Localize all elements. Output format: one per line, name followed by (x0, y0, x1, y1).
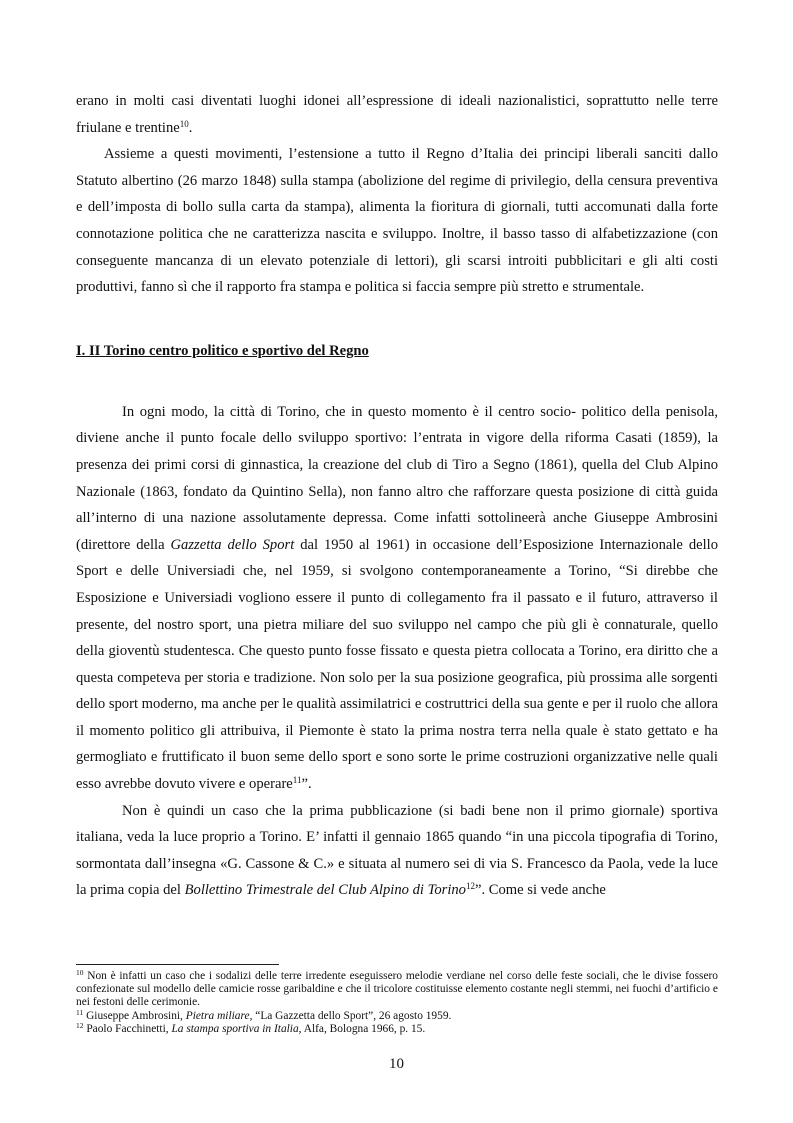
footnote-number: 10 (76, 968, 84, 977)
footnote-text: , Alfa, Bologna 1966, p. 15. (298, 1022, 426, 1035)
footnote-italic: La stampa sportiva in Italia (171, 1022, 299, 1035)
paragraph-4 (76, 798, 718, 904)
footnote-number: 11 (76, 1007, 84, 1017)
paragraph-text: In ogni modo, la città di Torino, che in questo momento è il centro socio- politico della penisola, diviene anche il punto focale dello sviluppo sportivo: l’entrata in vigore della riforma Casati (1859), la presenza dei primi corsi di ginnastica, la creazione del club di Tiro a Segno (1861), quella del Club Alpino Nazionale (1863, fondato da Quintino Sella), non fanno altro che rafforzare questa posizione di città guida all’interno di una nazione assolutamente depressa. Come infatti sottolineerà anche Giuseppe Ambrosini (direttore della (76, 403, 718, 553)
footnote-ref-12[interactable]: 12 (465, 881, 475, 892)
footnote-12 (76, 1020, 718, 1036)
footnote-text: Non è infatti un caso che i sodalizi delle terre irredente eseguissero melodie verdiane nel corso delle feste sociali, che le divise fossero confezionate sul modello delle camicie rosse garibaldine e che il tricolore costituisse elemento costante negli stemmi, nei fuochi d’artificio e nei festoni delle cerimonie. (76, 970, 718, 1009)
paragraph-text: ”. (301, 776, 312, 793)
footnote-separator (76, 964, 279, 965)
page-number: 10 (389, 1056, 404, 1072)
footnote-10 (76, 970, 718, 1010)
paragraph-3 (76, 399, 718, 798)
footnote-ref-10[interactable]: 10 (179, 118, 189, 129)
paragraph-text: ”. Come si vede anche (474, 882, 606, 899)
paragraph-1 (76, 88, 718, 141)
footnote-italic: Pietra miliare (185, 1009, 250, 1022)
footnote-text: Giuseppe Ambrosini, (83, 1009, 186, 1022)
document-body (76, 88, 718, 904)
footnote-number: 12 (76, 1020, 84, 1030)
spacer (76, 361, 718, 399)
footnote-text: Paolo Facchinetti, (83, 1022, 172, 1035)
footnote-ref-11[interactable]: 11 (292, 775, 302, 786)
footnote-text: , “La Gazzetta dello Sport”, 26 agosto 1959. (249, 1009, 452, 1022)
paragraph-text: erano in molti casi diventati luoghi idonei all’espressione di ideali nazionalistici, soprattutto nelle terre friulane e trentine (76, 93, 718, 136)
paragraph-text: Non è quindi un caso che la prima pubblicazione (si badi bene non il primo giornale) sportiva italiana, veda la luce proprio a Torino. E’ infatti il gennaio 1865 quando “in una piccola tipografia di Torino, sormontata dall’insegna «G. Cassone & C.» e situata al numero sei di via S. Francesco da Paola, vede la luce la prima copia del (76, 802, 718, 899)
section-heading: I. II Torino centro politico e sportivo del Regno (76, 342, 369, 359)
paragraph-2: Assieme a questi movimenti, l’estensione a tutto il Regno d’Italia dei principi liberali sanciti dallo Statuto albertino (26 marzo 1848) sulla stampa (abolizione del regime di privilegio, della censura preventiva e dell’imposta di bollo sulla carta da stampa), alimenta la fioritura di giornali, tutti accomunati dalla forte connotazione politica che ne caratterizza nascita e sviluppo. Inoltre, il basso tasso di alfabetizzazione (con conseguente mancanza di un elevato potenziale di lettori), gli scarsi introiti pubblicitari e gli alti costi produttivi, fanno sì che il rapporto fra stampa e politica si faccia sempre più stretto e strumentale. (76, 146, 718, 296)
paragraph-text: dal 1950 al 1961) in occasione dell’Esposizione Internazionale dello Sport e delle Universiadi che, nel 1959, si svolgono contemporaneamente a Torino, “Si direbbe che Esposizione e Universiadi vogliono essere il punto di collegamento fra il passato e il futuro, attraverso il presente, del nostro sport, una pietra miliare del suo sviluppo nel campo che più gli è connaturale, quello della gioventù studentesca. Che questo punto fosse fissato e questa pietra collocata a Torino, era diritto che a questa competeva per storia e tradizione. Non solo per la sua posizione geografica, più prossima alle sorgenti dello sport moderno, ma anche per le qualità assimilatrici e costruttrici della sua gente e per il ruolo che allora il momento politico gli attribuiva, il Piemonte è stato la prima nostra terra nella quale è stato gettato e ha germogliato e fruttificato il buon seme dello sport e sono sorte le prime costruzioni organizzative nelle quali esso avrebbe dovuto vivere e operare (76, 536, 718, 793)
publication-title: Bollettino Trimestrale del Club Alpino di Torino (184, 882, 466, 899)
paragraph-text: . (188, 119, 193, 136)
footnote-11 (76, 1007, 718, 1023)
spacer (76, 301, 718, 341)
footnotes (76, 970, 718, 1036)
newspaper-title: Gazzetta dello Sport (170, 536, 295, 553)
